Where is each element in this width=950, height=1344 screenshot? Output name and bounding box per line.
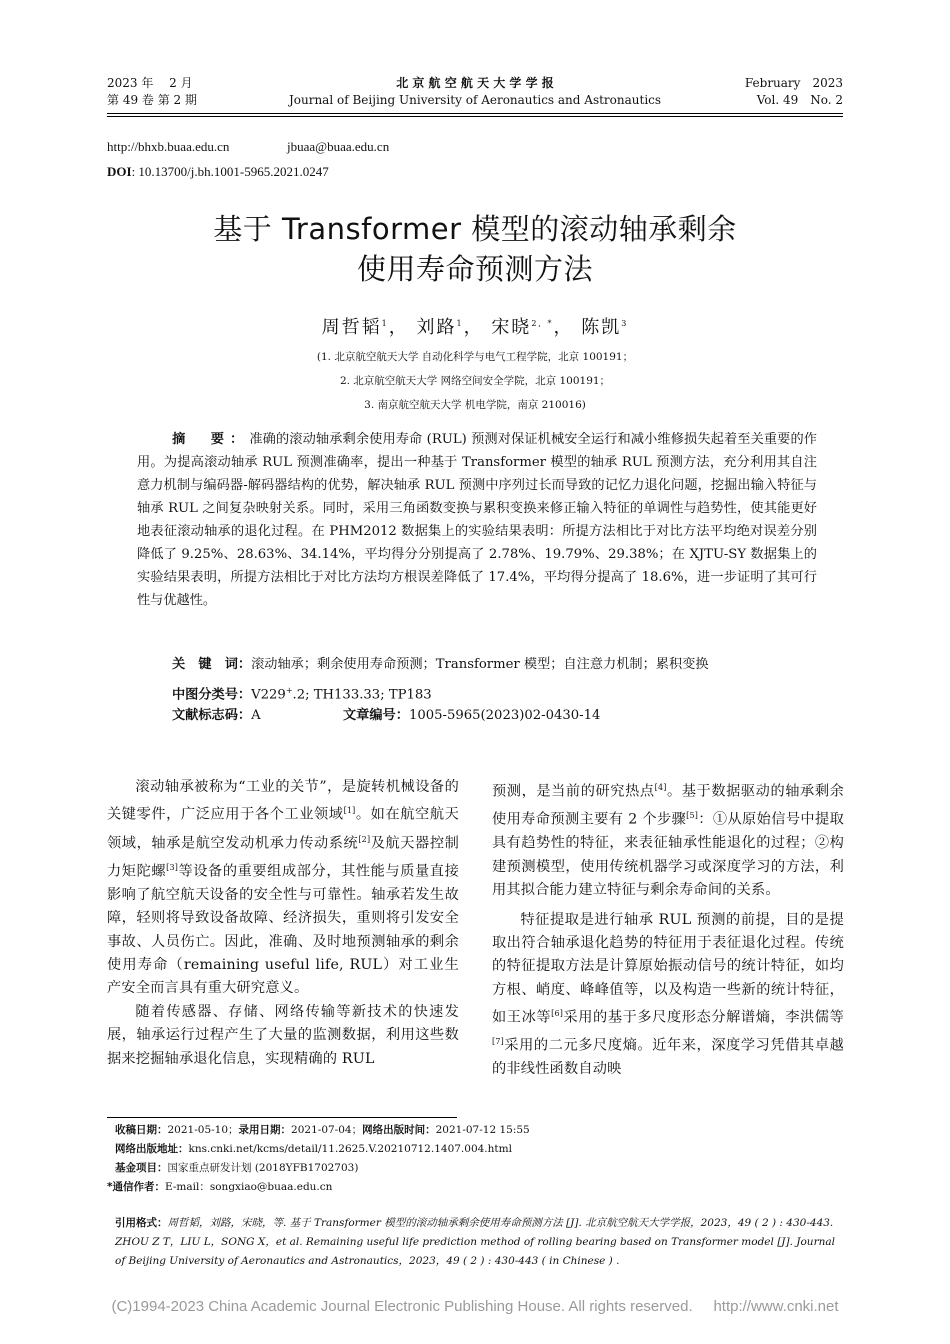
corresponding-label: *通信作者： [107, 1181, 165, 1193]
paper-title [0, 209, 950, 289]
body-paragraph: 随着传感器、存储、网络传输等新技术的快速发展，轴承运行过程产生了大量的监测数据，利用这些数据来挖掘轴承退化信息，实现精确的 RUL [107, 1003, 459, 1067]
author-1: 周哲韬 [321, 317, 382, 338]
author-2-sup: 1 [456, 319, 464, 328]
doi-value: : 10.13700/j.bh.1001-5965.2021.0247 [131, 164, 329, 179]
header-rule-thin [107, 116, 843, 117]
abstract-label: 摘 要： [172, 432, 250, 447]
citation-ref[interactable]: [4] [654, 783, 667, 792]
citation-label: 引用格式： [115, 1217, 168, 1229]
citation-ref[interactable]: [6] [551, 1009, 564, 1019]
text-run: 及航天器控制力矩陀螺 [107, 835, 460, 880]
received-label: 收稿日期： [115, 1124, 168, 1136]
online-url-label: 网络出版地址： [115, 1143, 189, 1155]
author-4: 陈凯 [581, 317, 622, 338]
text-run: 。基于数据驱动的轴承剩余使用寿命预测主要有 2 个步骤 [492, 783, 844, 828]
header-volume: 第 49 卷 第 2 期 [107, 93, 197, 107]
text-run: 特征提取是进行轴承 RUL 预测的前提，目的是提取出符合轴承退化趋势的特征用于表征退化过程。传统的特征提取方法是计算原始振动信号的统计特征，如均方根、峭度、峰峰值等，以及构造一些新的统计特征，如王冰等 [492, 911, 844, 1026]
accepted-label: 录用日期： [238, 1124, 292, 1136]
doc-code-value: A [251, 708, 261, 723]
fund-line [115, 1159, 530, 1178]
affiliations [0, 345, 950, 417]
classification-label: 中图分类号： [172, 687, 252, 703]
fund-label: 基金项目： [115, 1162, 168, 1174]
author-3: 宋晓 [491, 317, 532, 338]
header-right [745, 75, 843, 109]
text-run: 采用的基于多尺度形态分解谱熵，李洪儒等 [563, 1009, 844, 1026]
keywords-line [172, 653, 709, 676]
affiliation-2: 2. 北京航空航天大学 网络空间安全学院，北京 100191； [339, 375, 611, 387]
title-line-1: 基于 Transformer 模型的滚动轴承剩余 [213, 212, 737, 246]
body-left-column [107, 776, 459, 1071]
citation-text: 周哲韬，刘路，宋晓，等. 基于 Transformer 模型的滚动轴承剩余使用寿命预测方法 [J]. 北京航空航天大学学报，2023，49 ( 2 ) : 430-443. ZHOU Z T，LIU L，SONG X，et al. Remaining useful life prediction method of rolling bearing based on Transformer model [J]. Journal of Beijing University of Aeronautics and Astronautics，2023，49 ( 2 ) : 430-443 ( in Chinese ) . [115, 1217, 835, 1267]
classification-value: V229 [251, 687, 286, 703]
citation-block [115, 1214, 845, 1271]
article-number-line [343, 704, 600, 727]
classification-line [172, 679, 432, 706]
author-3-sup: 2, * [531, 319, 554, 328]
abstract [137, 428, 817, 612]
footnote-rule [107, 1117, 457, 1118]
received-date: 2021-05-10 [167, 1124, 229, 1136]
citation-ref[interactable]: [7] [492, 1037, 504, 1047]
classification-value-rest: .2; TH133.33; TP183 [292, 687, 432, 703]
citation-ref[interactable]: [5] [686, 811, 699, 821]
body-paragraph [492, 776, 844, 903]
text-run: 滚动轴承被称为“工业的关节”，是旋转机械设备的关键零件，广泛应用于各个工业领域 [107, 779, 459, 824]
online-date: 2021-07-12 15:55 [435, 1124, 530, 1136]
body-paragraph [107, 776, 459, 1001]
author-2: 刘路 [416, 317, 457, 338]
text-run: 采用的二元多尺度熵。近年来，深度学习凭借其卓越的非线性函数自动映 [492, 1038, 844, 1078]
journal-email[interactable]: jbuaa@buaa.edu.cn [287, 139, 390, 154]
body-right-column [492, 776, 844, 1082]
dates-line: 收稿日期：2021-05-10；录用日期：2021-07-04；网络出版时间：2021-07-12 15:55 [115, 1124, 530, 1136]
online-url[interactable]: kns.cnki.net/kcms/detail/11.2625.V.20210712.1407.004.html [188, 1143, 512, 1155]
keywords-label: 关 键 词： [172, 657, 252, 672]
text-run: 。如在航空航天领域，轴承是航空发动机承力传动系统 [107, 807, 459, 852]
corresponding-email[interactable]: E-mail：songxiao@buaa.edu.cn [165, 1181, 333, 1193]
author-list: 周哲韬$^1$， 刘路$^1$， 宋晓$^{2, *}$， 陈凯$^3$ [321, 317, 629, 338]
doc-code-line [172, 704, 261, 727]
journal-name-cn: 北 京 航 空 航 天 大 学 学 报 [396, 76, 554, 90]
citation-ref[interactable]: [2] [358, 834, 371, 844]
journal-name-en: Journal of Beijing University of Aeronautics and Astronautics [288, 93, 662, 107]
classification-sup: + [285, 686, 293, 695]
author-1-sup: 1 [381, 319, 389, 328]
header-vol-no: Vol. 49 No. 2 [756, 93, 843, 107]
article-number-value: 1005-5965(2023)02-0430-14 [408, 708, 601, 723]
copyright-watermark: (C)1994-2023 China Academic Journal Electronic Publishing House. All rights reserved. http://www.cnki.net [111, 1298, 839, 1315]
title-line-2: 使用寿命预测方法 [356, 252, 593, 286]
keywords-text: 滚动轴承；剩余使用寿命预测；Transformer 模型；自注意力机制；累积变换 [251, 657, 709, 672]
corresponding-author-line [107, 1178, 530, 1197]
text-run: 等设备的重要组成部分，其性能与质量直接影响了航空航天设备的安全性与可靠性。轴承若发生故障，轻则将导致设备故障、经济损失，重则将引发安全事故、人员伤亡。因此，准确、及时地预测轴承的剩余使用寿命（remaining useful life, RUL）对工业生产安全而言具有重大研究意义。 [107, 863, 459, 997]
doc-code-label: 文献标志码： [172, 708, 252, 723]
header-date: 2023 年 2 月 [107, 76, 193, 90]
header-month: February 2023 [744, 76, 843, 90]
author-4-sup: 3 [621, 319, 629, 328]
doi-line [107, 164, 329, 180]
citation-ref[interactable]: [1] [343, 806, 356, 816]
abstract-text: 准确的滚动轴承剩余使用寿命 (RUL) 预测对保证机械安全运行和减小维修损失起着至关重要的作用。为提高滚动轴承 RUL 预测准确率，提出一种基于 Transformer 模型的轴承 RUL 预测方法，充分利用其自注意力机制与编码器-解码器结构的优势，解决轴承 RUL 预测中序列过长而导致的记忆力退化问题，挖掘出输入特征与轴承 RUL 之间复杂映射关系。同时，采用三角函数变换与累积变换来修正输入特征的单调性与趋势性，使其能更好地表征滚动轴承的退化过程。在 PHM2012 数据集上的实验结果表明：所提方法相比于对比方法平均绝对误差分别降低了 9.25%、28.63%、34.14%，平均得分分别提高了 2.78%、19.79%、29.38%；在 XJTU-SY 数据集上的实验结果表明，所提方法相比于对比方法均方根误差降低了 17.4%，平均得分提高了 18.6%，进一步证明了其可行性与优越性。 [137, 432, 817, 608]
body-paragraph [492, 909, 844, 1082]
fund-value: 国家重点研发计划 (2018YFB1702703) [167, 1162, 359, 1174]
header-rule [107, 113, 843, 114]
accepted-date: 2021-07-04 [291, 1124, 352, 1136]
citation-ref[interactable]: [3] [166, 862, 179, 872]
article-number-label: 文章编号： [343, 708, 409, 723]
affiliation-3: 3. 南京航空航天大学 机电学院，南京 210016) [364, 399, 586, 411]
footnotes [107, 1121, 530, 1197]
text-run: ：①从原始信号中提取具有趋势性的特征，来表征轴承性能退化的过程；②构建预测模型，使用传统机器学习或深度学习的方法，利用其拟合能力建立特征与剩余寿命间的关系。 [492, 811, 844, 899]
online-url-line [115, 1140, 530, 1159]
doi-label: DOI [107, 164, 132, 179]
online-label: 网络出版时间： [362, 1124, 436, 1136]
text-run: 预测，是当前的研究热点 [492, 783, 655, 800]
journal-url[interactable]: http://bhxb.buaa.edu.cn [107, 139, 230, 154]
affiliation-1: (1. 北京航空航天大学 自动化科学与电气工程学院，北京 100191； [316, 351, 634, 363]
